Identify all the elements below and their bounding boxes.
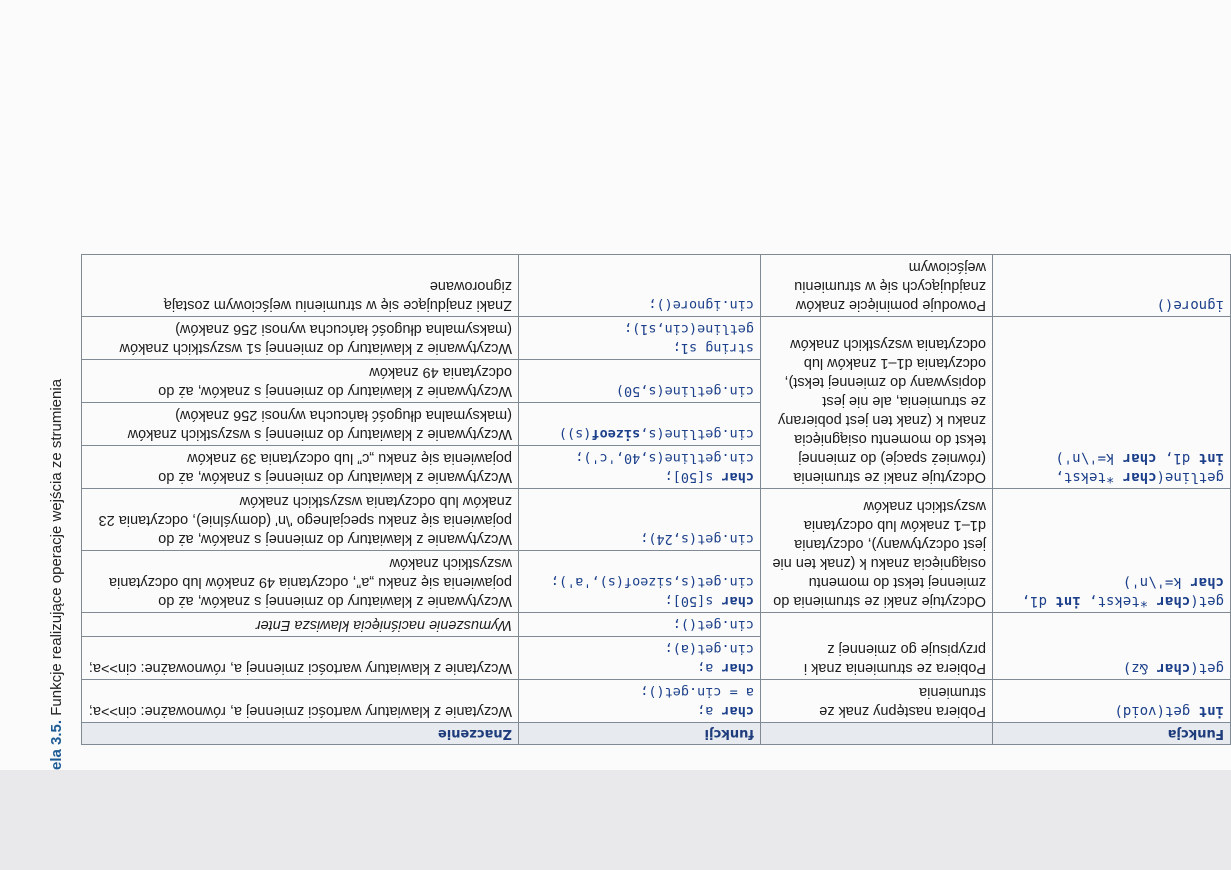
example-code: char s[50]; cin.getline(s,40,'c'); <box>519 446 761 489</box>
example-code: cin.getline(s,sizeof(s)) <box>519 403 761 446</box>
function-description: Pobiera ze strumienia znak i przypisuje go zmiennej z <box>761 613 993 680</box>
example-meaning: Wczytywanie z klawiatury do zmiennej s wszystkich znaków (maksymalna długość łańcucha wynosi 256 znaków) <box>82 403 519 446</box>
function-signature: get(char *tekst, int d1, char k='\n') <box>993 489 1231 613</box>
example-meaning: Znaki znajdujące się w strumieniu wejściowym zostają zignorowane <box>82 255 519 317</box>
example-code: char a; cin.get(a); <box>519 637 761 680</box>
example-code: cin.get(); <box>519 613 761 637</box>
table-header-row <box>82 723 1231 745</box>
example-code: char a; a = cin.get(); <box>519 680 761 723</box>
function-signature: int get(void) <box>993 680 1231 723</box>
function-signature: getline(char *tekst, int d1, char k='\n') <box>993 317 1231 489</box>
header-description <box>761 723 993 745</box>
header-meaning: Znaczenie <box>82 723 519 745</box>
example-code: string s1; getline(cin,s1); <box>519 317 761 360</box>
function-description: Odczytuje znaki ze strumienia (również spacje) do zmiennej tekst do momentu osiągnięcia znaku k (znak ten jest pobierany ze strumienia, ale nie jest dopisywany do zmiennej tekst), odczytania d1–1 znaków lub odczytania wszystkich znaków <box>761 317 993 489</box>
example-meaning: Wczytywanie z klawiatury do zmiennej s znaków, aż do pojawienia się znaku „a”, odczytania 49 znaków lub odczytania wszystkich znaków <box>82 551 519 613</box>
header-example: funkcji <box>519 723 761 745</box>
function-signature: get(char &z) <box>993 613 1231 680</box>
example-code: cin.getline(s,50) <box>519 360 761 403</box>
function-description: Powoduje pominięcie znaków znajdujących się w strumieniu wejściowym <box>761 255 993 317</box>
table-row <box>82 637 1231 680</box>
header-function: Funkcja <box>993 723 1231 745</box>
caption-text: Funkcje realizujące operacje wejścia ze strumienia <box>48 378 65 716</box>
function-signature: ignore() <box>993 255 1231 317</box>
example-meaning: Wczytanie z klawiatury wartości zmiennej a, równoważne: cin>>a; <box>82 637 519 680</box>
example-meaning: Wczytywanie z klawiatury do zmiennej s znaków, aż do odczytania 49 znaków <box>82 360 519 403</box>
table-row <box>82 551 1231 613</box>
functions-table <box>81 254 1231 745</box>
table-caption <box>48 50 70 770</box>
example-meaning: Wczytywanie z klawiatury do zmiennej s1 wszystkich znaków (maksymalna długość łańcucha wynosi 256 znaków) <box>82 317 519 360</box>
table-row <box>82 680 1231 723</box>
example-meaning: Wczytanie z klawiatury wartości zmiennej a, równoważne: cin>>a; <box>82 680 519 723</box>
example-code: cin.get(s,24); <box>519 489 761 551</box>
example-meaning: Wczytywanie z klawiatury do zmiennej s znaków, aż do pojawienia się znaku specjalnego '\n' (domyślnie), odczytania 23 znaków lub odczytania wszystkich znaków <box>82 489 519 551</box>
example-meaning: Wczytywanie z klawiatury do zmiennej s znaków, aż do pojawienia się znaku „c” lub odczytania 39 znaków <box>82 446 519 489</box>
example-code: cin.ignore(); <box>519 255 761 317</box>
table-row <box>82 255 1231 317</box>
example-code: char s[50]; cin.get(s,sizeof(s),'a'); <box>519 551 761 613</box>
function-description: Pobiera następny znak ze strumienia <box>761 680 993 723</box>
example-meaning: Wymuszenie naciśnięcia klawisza Enter <box>82 613 519 637</box>
function-description: Odczytuje znaki ze strumienia do zmiennej tekst do momentu osiągnięcia znaku k (znak ten nie jest odczytywany), odczytania d1–1 znaków lub odczytania wszystkich znaków <box>761 489 993 613</box>
table-row <box>82 446 1231 489</box>
caption-number: ela 3.5. <box>48 719 65 770</box>
